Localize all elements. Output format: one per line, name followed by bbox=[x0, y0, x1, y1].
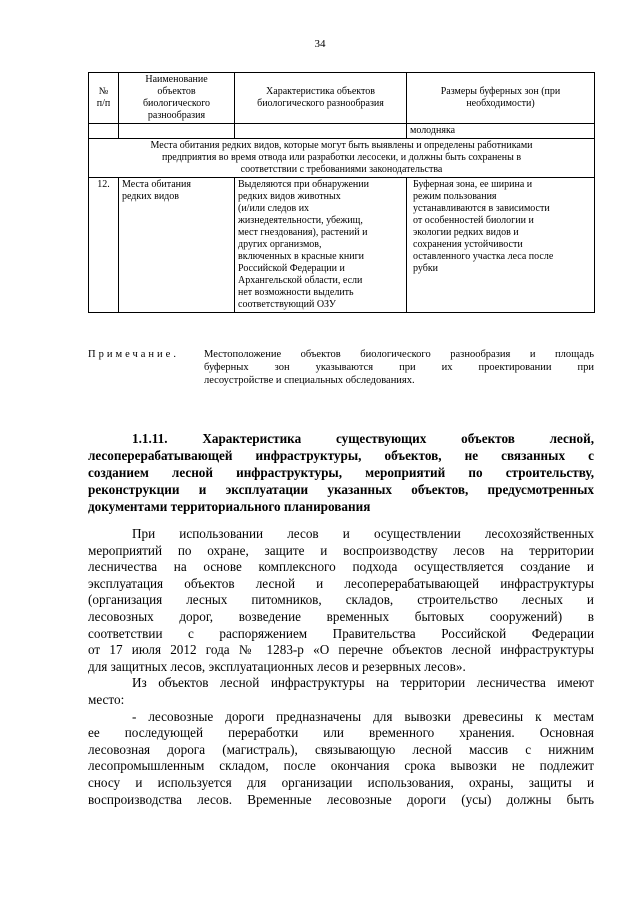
row-object-name: Места обитания редких видов bbox=[119, 178, 235, 313]
note-label: Примечание. bbox=[88, 349, 179, 360]
row-characteristics: Выделяются при обнаружении редких видов животных (и/или следов их жизнедеятельности, убежищ, мест гнездования), растений и других организмов, включенных в красные книги Российской Федерации и Архангельской области, если нет возможности выделить соответствующий ОЗУ bbox=[235, 178, 407, 313]
row-number: 12. bbox=[89, 178, 119, 313]
paragraph: Из объектов лесной инфраструктуры на территории лесничества имеют место: bbox=[88, 675, 594, 707]
header-number: № п/п bbox=[89, 73, 119, 124]
biodiversity-table bbox=[88, 72, 595, 313]
note-text: Местоположение объектов биологического разнообразия и площадь буферных зон указываются при их проектировании при лесоустройстве и специальных обследованиях. bbox=[204, 349, 594, 386]
table-header-row bbox=[89, 73, 595, 124]
page-number: 34 bbox=[314, 38, 326, 50]
body-text bbox=[88, 526, 594, 808]
continuation-cell: молодняка bbox=[407, 124, 595, 139]
header-characteristics: Характеристика объектов биологического разнообразия bbox=[235, 73, 407, 124]
table-row bbox=[89, 178, 595, 313]
row-buffer-zone: Буферная зона, ее ширина и режим пользования устанавливаются в зависимости от особенностей биологии и экологии редких видов и сохранения устойчивости оставленного участка леса после рубки bbox=[407, 178, 595, 313]
header-object-name: Наименование объектов биологического разнообразия bbox=[119, 73, 235, 124]
section-title: Места обитания редких видов, которые могут быть выявлены и определены работниками предприятия во время отвода или разработки лесосеки, и должны быть сохранены в соответствии с требованиями законодательства bbox=[89, 139, 595, 178]
paragraph: - лесовозные дороги предназначены для вывозки древесины к местам ее последующей переработки или временного хранения. Основная лесовозная дорога (магистраль), связывающую лесной массив с нижним лесопромышленным складом, после окончания срока вывозки не подлежит сносу и используется для организации использования, охраны, защиты и воспроизводства лесов. Временные лесовозные дороги (усы) должны быть bbox=[88, 708, 594, 807]
table-row-continuation bbox=[89, 124, 595, 139]
header-buffer-zone: Размеры буферных зон (при необходимости) bbox=[407, 73, 595, 124]
paragraph: При использовании лесов и осуществлении лесохозяйственных мероприятий по охране, защите и воспроизводству лесов на территории лесничества на основе комплексного подхода осуществляется создание и эксплуатация объектов лесной и лесоперерабатывающей инфраструктуры (организация лесных питомников, складов, строительство лесных и лесовозных дорог, возведение временных бытовых сооружений) в соответствии с распоряжением Правительства Российской Федерации от 17 июля 2012 года № 1283-р «О перечне объектов лесной инфраструктуры для защитных лесов, эксплуатационных лесов и резервных лесов». bbox=[88, 526, 594, 674]
table-section-row bbox=[89, 139, 595, 178]
section-heading: 1.1.11. Характеристика существующих объектов лесной, лесоперерабатывающей инфраструктуры, объектов, не связанных с созданием лесной инфраструктуры, мероприятий по строительству, реконструкции и эксплуатации указанных объектов, предусмотренных документами территориального планирования bbox=[88, 431, 594, 514]
